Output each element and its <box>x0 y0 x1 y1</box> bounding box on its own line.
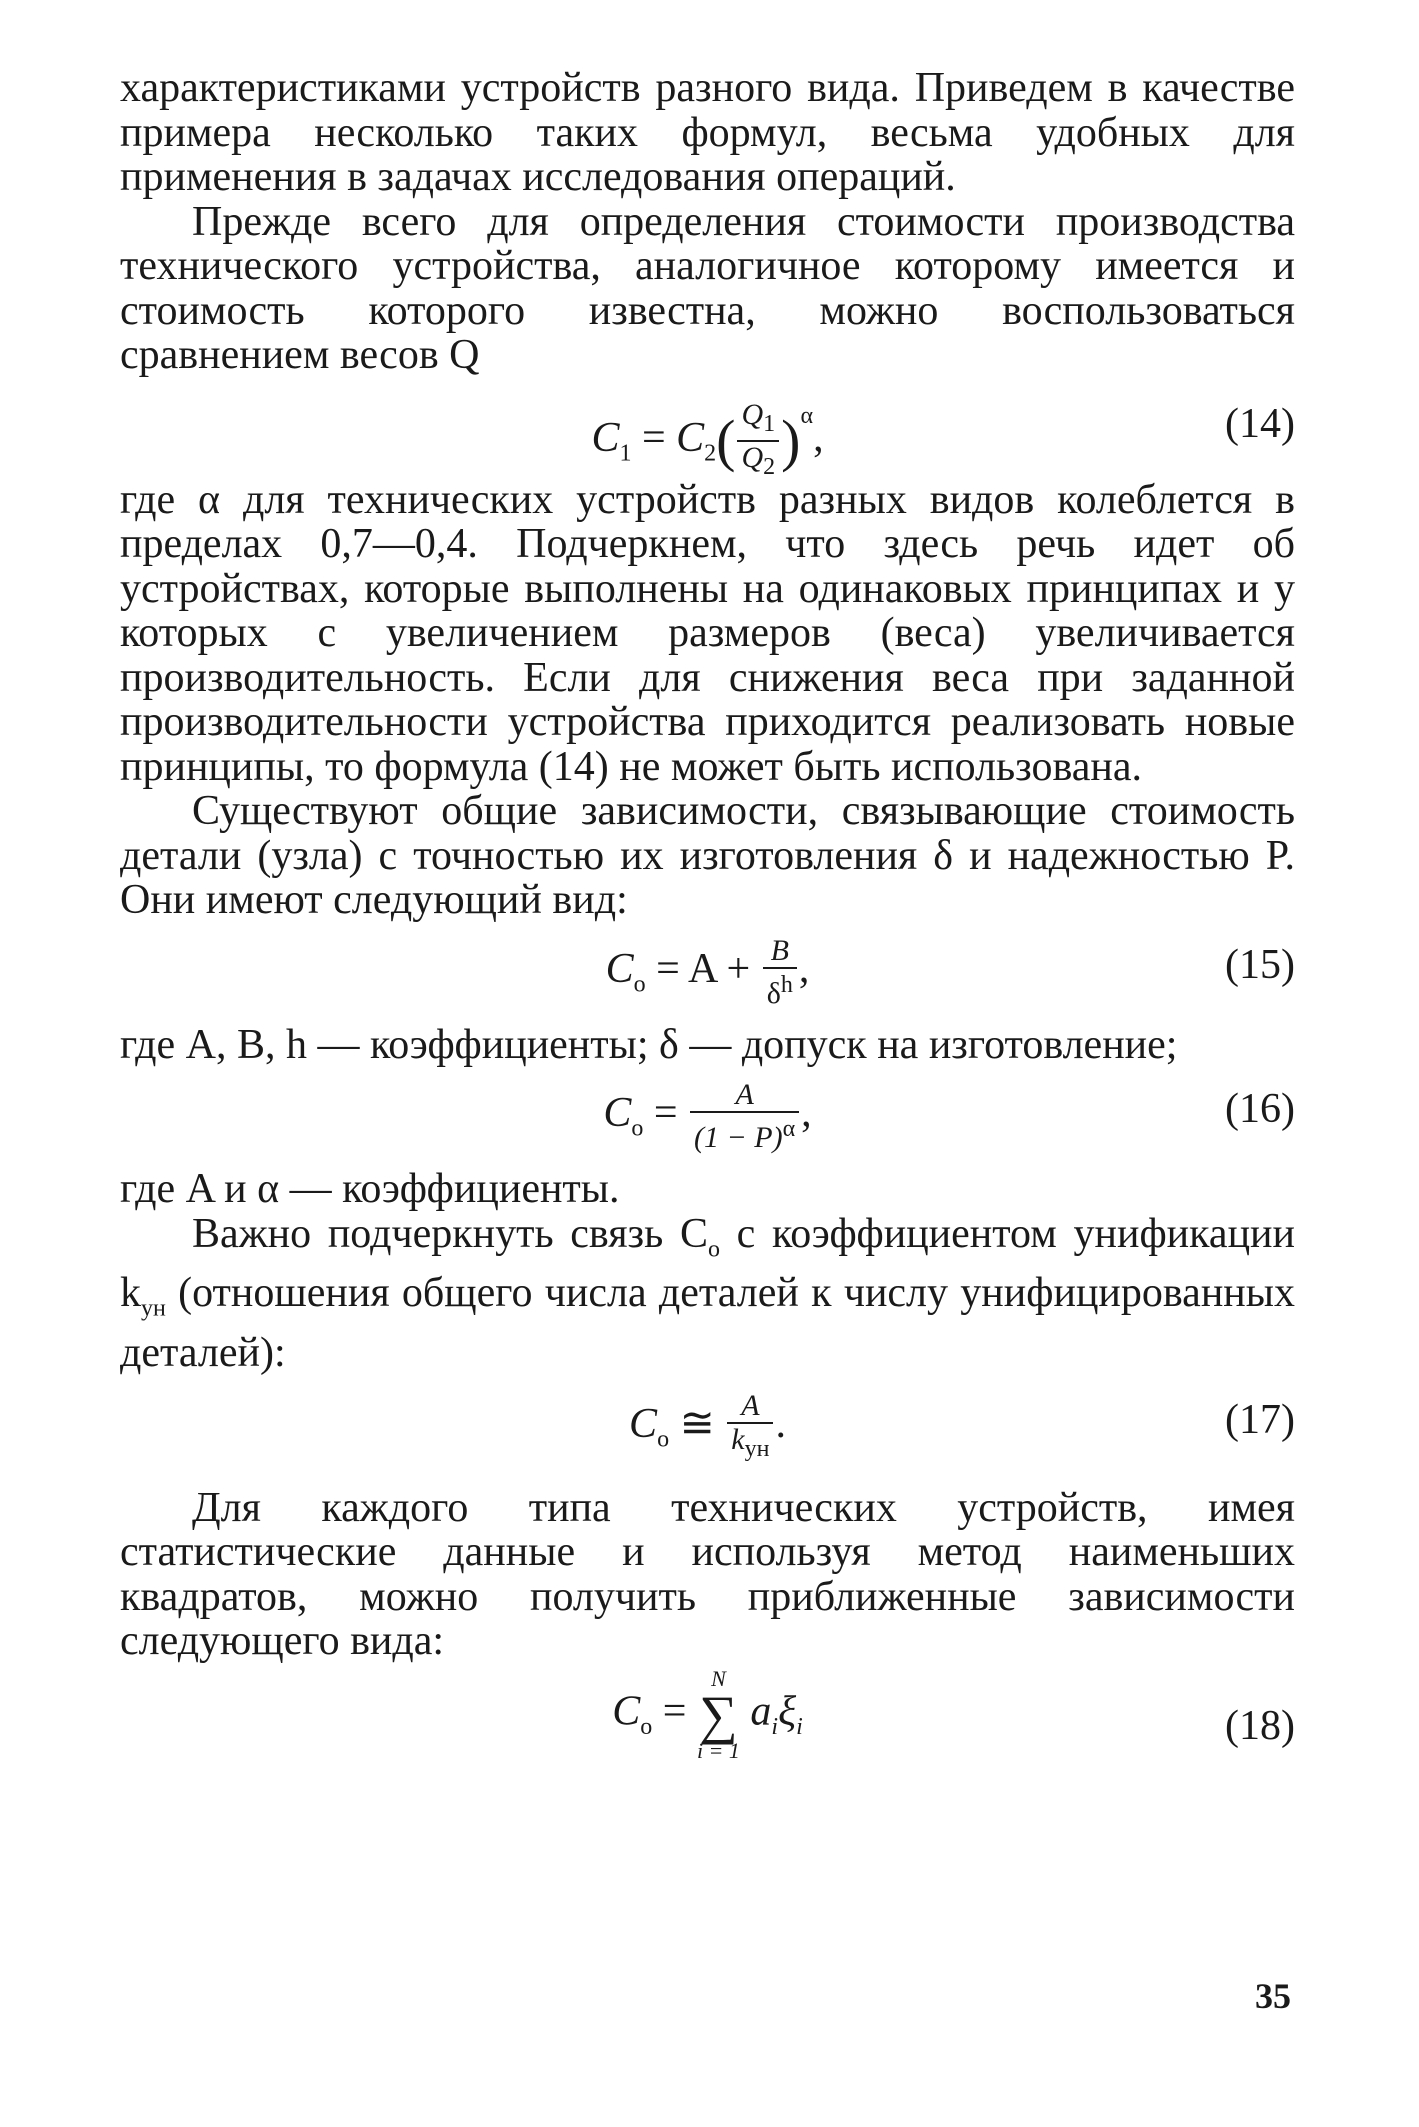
formula-17 <box>120 1376 1295 1486</box>
paragraph-6: где A и α — коэффициенты. <box>120 1166 620 1212</box>
paragraph-2: Прежде всего для определения стоимости производства технического устройства, аналогичное которому имеется и стоимость которого известна, можно воспользоваться сравнением весов Q <box>120 198 1295 378</box>
formula-15 <box>120 923 1295 1023</box>
formula-18 <box>120 1664 1295 1794</box>
formula-18-expression: $C_o = N$ ∑ i = 1 $a_i\xi_i$ <box>612 1665 803 1763</box>
paragraph-7: Важно подчеркнуть связь $C_о$ с коэффициентом унификации $k_{ун}$ (отношения общего числа деталей к числу унифицированных деталей): <box>120 1210 1295 1377</box>
formula-15-expression: $C_o = A$ + $\frac{B}{\delta^h}$ , <box>605 933 810 1010</box>
page-number: 35 <box>1255 1976 1291 2016</box>
formula-14 <box>120 382 1295 478</box>
formula-16-number: (16) <box>1225 1086 1295 1132</box>
formula-14-number: (14) <box>1225 400 1295 447</box>
paragraph-3: где α для технических устройств разных видов колеблется в пределах 0,7—0,4. Подчеркнем, что здесь речь идет об устройствах, которые выполнены на одинаковых принципах и у которых с увеличением размеров (веса) увеличивается производительность. Если для снижения веса при заданной производительности устройства приходится реализовать новые принципы, то формула (14) не может быть использована. <box>120 476 1295 790</box>
formula-16 <box>120 1067 1295 1167</box>
formula-14-expression: $C_1 = C_2$( $\frac{Q_1}{Q_2}$ )$^\alpha$, <box>591 397 824 480</box>
formula-16-expression: $C_o$ = $\frac{A}{(1 - P)^\alpha}$ , <box>603 1078 812 1154</box>
page-text <box>120 66 1295 1794</box>
paragraph-8: Для каждого типа технических устройств, имея статистические данные и используя метод наименьших квадратов, можно получить приближенные зависимости следующего вида: <box>120 1484 1295 1665</box>
paragraph-5: где A, B, h — коэффициенты; δ — допуск на изготовление; <box>120 1021 1178 1068</box>
paragraph-4: Существуют общие зависимости, связывающие стоимость детали (узла) с точностью их изготовления δ и надежностью P. Они имеют следующий вид: <box>120 788 1295 923</box>
formula-17-number: (17) <box>1225 1396 1295 1443</box>
formula-15-number: (15) <box>1225 941 1295 988</box>
summation-sign: N ∑ i = 1 <box>696 1665 740 1763</box>
paragraph-1: характеристиками устройств разного вида. Приведем в качестве примера несколько таких формул, весьма удобных для применения в задачах исследования операций. <box>120 65 1295 200</box>
formula-17-expression: $C_o$ ≅ $\frac{A}{k_{ун}}$ . <box>629 1388 786 1462</box>
formula-18-number: (18) <box>1225 1702 1295 1749</box>
